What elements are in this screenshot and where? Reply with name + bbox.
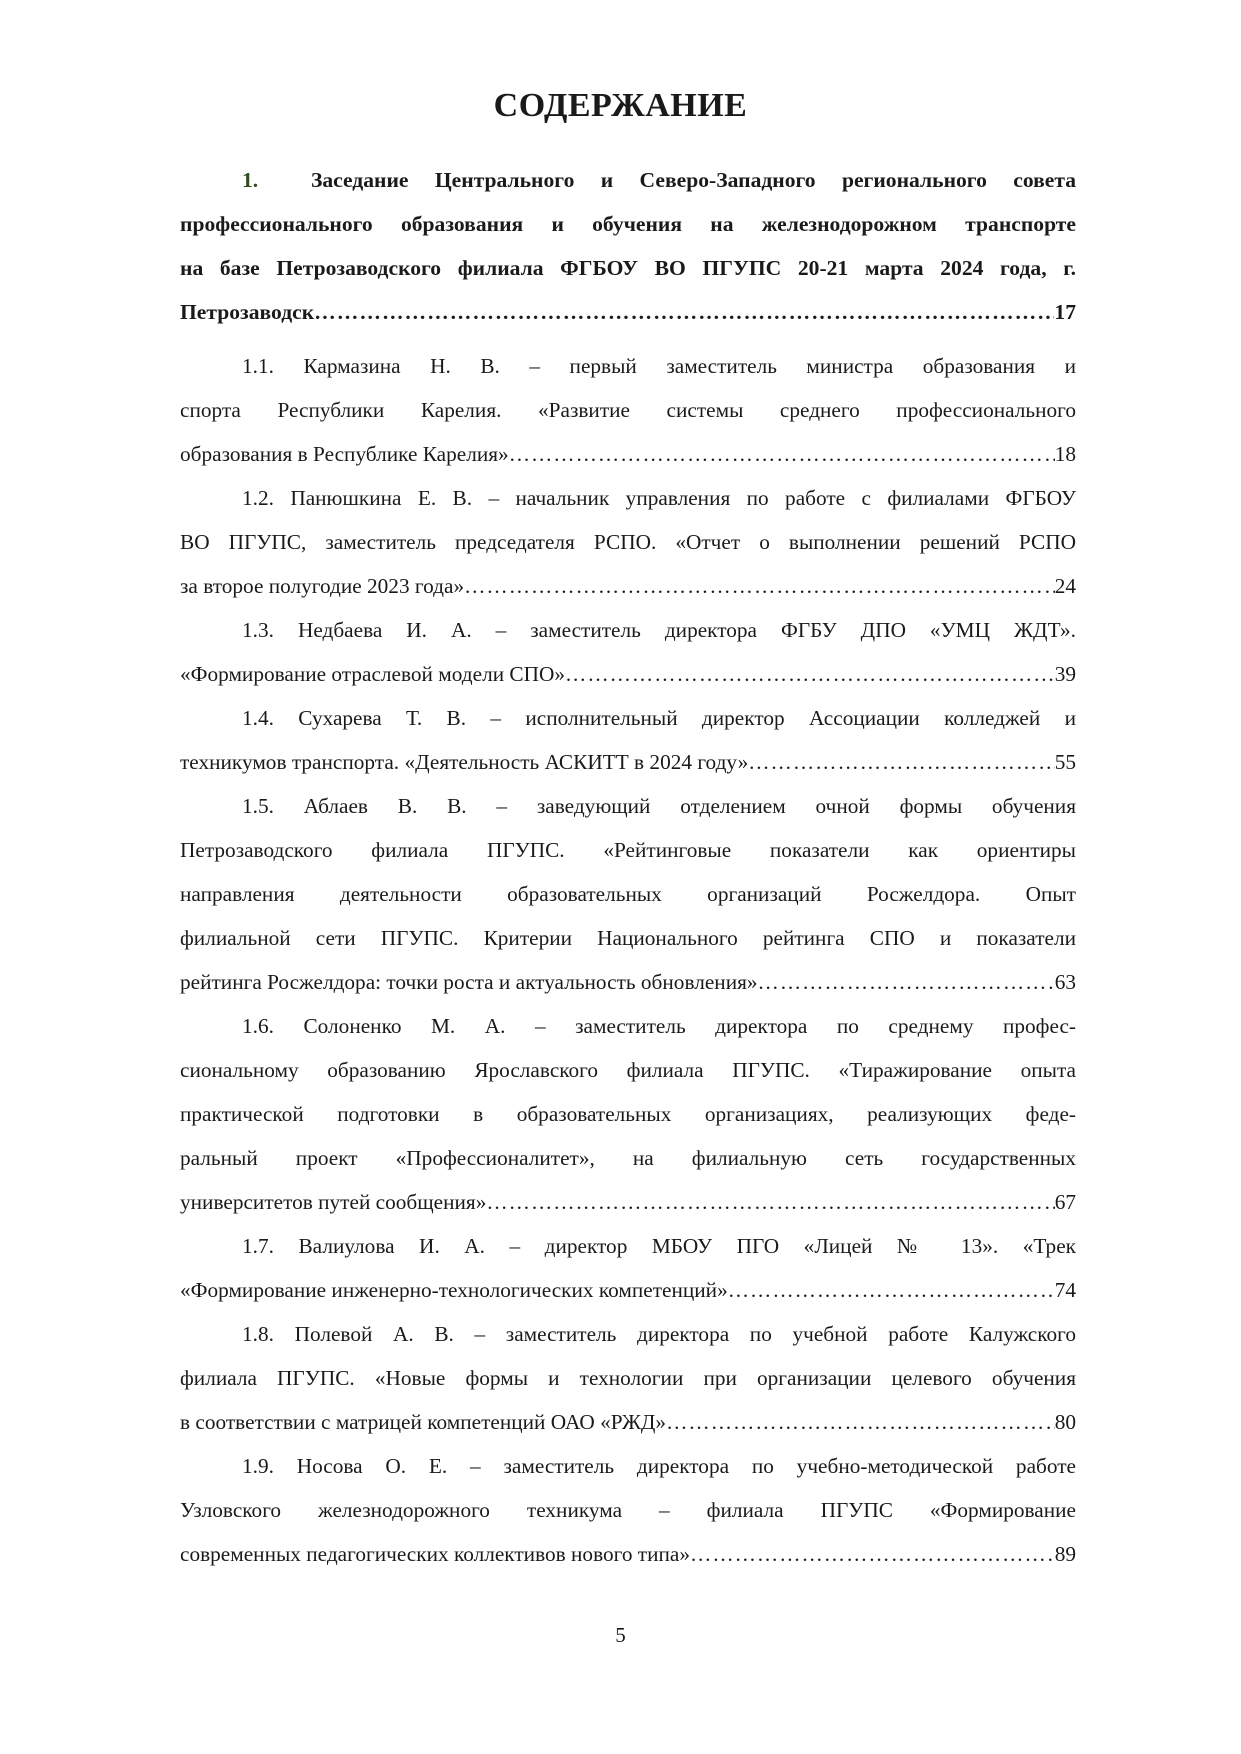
entry-page-ref: 89 (1054, 1542, 1076, 1566)
entry-number: 1.2. (242, 486, 274, 510)
dot-leader (314, 290, 1054, 334)
entry-last-line: техникумов транспорта. «Деятельность АСКИТТ в 2024 году» (180, 750, 749, 774)
entry-last-line: образования в Республике Карелия» (180, 442, 509, 466)
page-title: СОДЕРЖАНИЕ (493, 87, 748, 124)
toc-entry-1-3 (180, 608, 1076, 696)
dot-leader (565, 652, 1055, 696)
entry-number: 1.1. (242, 354, 274, 378)
dot-leader (464, 564, 1055, 608)
entry-line: ральный проект «Профессионалитет», на филиальную сеть государственных (180, 1146, 1076, 1170)
entry-line: Аблаев В. В. – заведующий отделением очной формы обучения (303, 794, 1076, 818)
dot-leader (486, 1180, 1054, 1224)
section-number: 1. (242, 168, 259, 192)
entry-line: Кармазина Н. В. – первый заместитель министра образования и (303, 354, 1076, 378)
toc-entry-1-9 (180, 1444, 1076, 1576)
entry-line: направления деятельности образовательных организаций Росжелдора. Опыт (180, 882, 1076, 906)
dot-leader (690, 1532, 1055, 1576)
entry-number: 1.3. (242, 618, 274, 642)
dot-leader (748, 740, 1054, 784)
entry-line: практической подготовки в образовательных организациях, реализующих феде- (180, 1102, 1076, 1126)
entry-page-ref: 18 (1054, 442, 1076, 466)
entry-page-ref: 24 (1054, 574, 1076, 598)
dot-leader (758, 960, 1055, 1004)
entry-last-line: за второе полугодие 2023 года» (180, 574, 465, 598)
entry-line: филиала ПГУПС. «Новые формы и технологии при организации целевого обучения (180, 1366, 1076, 1390)
entry-line: Петрозаводского филиала ПГУПС. «Рейтинговые показатели как ориентиры (180, 838, 1076, 862)
entry-page-ref: 74 (1054, 1278, 1076, 1302)
entry-number: 1.7. (242, 1234, 274, 1258)
section-line: Заседание Центрального и Северо-Западного регионального совета (310, 168, 1076, 192)
entry-line: Недбаева И. А. – заместитель директора ФГБУ ДПО «УМЦ ЖДТ». (297, 618, 1076, 642)
entry-number: 1.8. (242, 1322, 274, 1346)
entry-page-ref: 67 (1054, 1190, 1076, 1214)
entry-line: Полевой А. В. – заместитель директора по учебной работе Калужского (294, 1322, 1076, 1346)
entry-line: сиональному образованию Ярославского филиала ПГУПС. «Тиражирование опыта (180, 1058, 1076, 1082)
toc-entry-1-6 (180, 1004, 1076, 1224)
entry-last-line: рейтинга Росжелдора: точки роста и актуальность обновления» (180, 970, 758, 994)
toc-entry-1-5 (180, 784, 1076, 1004)
dot-leader (509, 432, 1055, 476)
entry-page-ref: 55 (1054, 750, 1076, 774)
section-line: на базе Петрозаводского филиала ФГБОУ ВО ПГУПС 20-21 марта 2024 года, г. (180, 256, 1076, 280)
entry-line: Сухарева Т. В. – исполнительный директор Ассоциации колледжей и (298, 706, 1076, 730)
entry-number: 1.5. (242, 794, 274, 818)
entry-line: Валиулова И. А. – директор МБОУ ПГО «Лицей № 13». «Трек (298, 1234, 1076, 1258)
entry-last-line: в соответствии с матрицей компетенций ОАО «РЖД» (180, 1410, 667, 1434)
entry-line: ВО ПГУПС, заместитель председателя РСПО. «Отчет о выполнении решений РСПО (180, 530, 1076, 554)
entry-line: Панюшкина Е. В. – начальник управления по работе с филиалами ФГБОУ (290, 486, 1076, 510)
toc-section-1 (180, 158, 1076, 334)
toc-entry-1-1 (180, 344, 1076, 476)
page-number: 5 (615, 1623, 626, 1647)
entry-line: филиальной сети ПГУПС. Критерии Национального рейтинга СПО и показатели (180, 926, 1076, 950)
toc-entry-1-8 (180, 1312, 1076, 1444)
table-of-contents (180, 158, 1076, 1576)
toc-entry-1-2 (180, 476, 1076, 608)
entry-last-line: «Формирование отраслевой модели СПО» (180, 662, 566, 686)
dot-leader (728, 1268, 1055, 1312)
entry-line: спорта Республики Карелия. «Развитие системы среднего профессионального (180, 398, 1076, 422)
entry-page-ref: 39 (1054, 662, 1076, 686)
entry-page-ref: 63 (1054, 970, 1076, 994)
entry-line: Носова О. Е. – заместитель директора по учебно-методической работе (296, 1454, 1076, 1478)
entry-line: Солоненко М. А. – заместитель директора по среднему профес- (303, 1014, 1076, 1038)
section-page-ref: 17 (1054, 300, 1076, 324)
section-last-line: Петрозаводск (180, 300, 315, 324)
dot-leader (666, 1400, 1055, 1444)
entry-last-line: современных педагогических коллективов нового типа» (180, 1542, 691, 1566)
entry-page-ref: 80 (1054, 1410, 1076, 1434)
toc-entry-1-7 (180, 1224, 1076, 1312)
entry-last-line: «Формирование инженерно-технологических компетенций» (180, 1278, 728, 1302)
entry-number: 1.4. (242, 706, 274, 730)
entry-number: 1.9. (242, 1454, 274, 1478)
section-line: профессионального образования и обучения на железнодорожном транспорте (180, 212, 1076, 236)
entry-last-line: университетов путей сообщения» (180, 1190, 487, 1214)
toc-entry-1-4 (180, 696, 1076, 784)
entry-number: 1.6. (242, 1014, 274, 1038)
entry-line: Узловского железнодорожного техникума – филиала ПГУПС «Формирование (180, 1498, 1076, 1522)
